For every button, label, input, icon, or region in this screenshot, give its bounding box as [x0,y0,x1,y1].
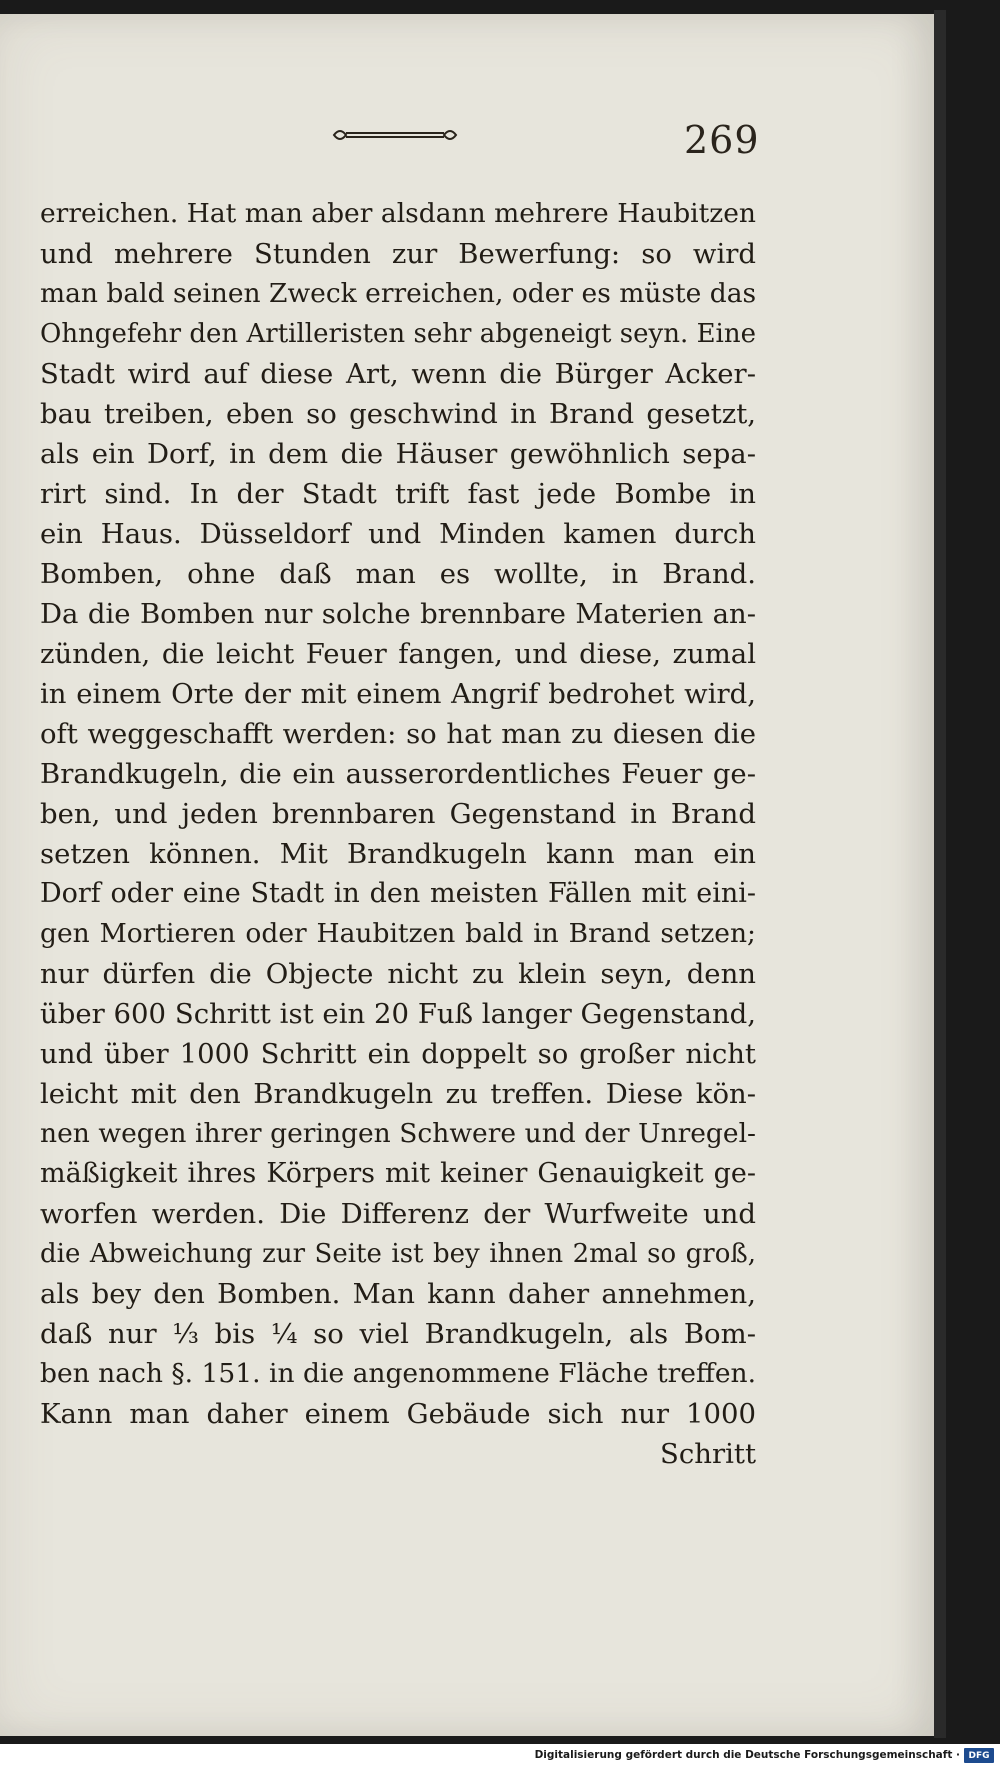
footer-bar [0,1744,1000,1769]
body-text [40,194,756,1474]
text-line: oft weggeschafft werden: so hat man zu diesen die [40,718,756,750]
text-line: und über 1000 Schritt ein doppelt so großer nicht [40,1038,756,1070]
text-line: worfen werden. Die Differenz der Wurfweite und [40,1198,756,1230]
text-line: ein Haus. Düsseldorf und Minden kamen durch [40,518,756,550]
text-line: gen Mortieren oder Haubitzen bald in Brand setzen; [40,918,756,949]
catchword: Schritt [660,1438,756,1470]
page-edge [934,10,946,1738]
text-line: als ein Dorf, in dem die Häuser gewöhnlich sepa- [40,438,756,470]
text-line: Bomben, ohne daß man es wollte, in Brand. [40,558,756,590]
text-line: leicht mit den Brandkugeln zu treffen. Diese kön- [40,1078,756,1110]
text-line: ben nach §. 151. in die angenommene Fläche treffen. [40,1358,756,1389]
text-line: bau treiben, eben so geschwind in Brand gesetzt, [40,398,756,430]
text-line: als bey den Bomben. Man kann daher annehmen, [40,1278,756,1310]
text-line: mäßigkeit ihres Körpers mit keiner Genauigkeit ge- [40,1158,756,1189]
text-line: Dorf oder eine Stadt in den meisten Fällen mit eini- [40,878,756,909]
text-line: Brandkugeln, die ein ausserordentliches Feuer ge- [40,758,756,790]
text-line: die Abweichung zur Seite ist bey ihnen 2mal so groß, [40,1239,756,1269]
dfg-logo: DFG [964,1748,994,1763]
page-number: 269 [684,118,760,162]
text-line: Ohngefehr den Artilleristen sehr abgeneigt seyn. Eine [40,319,756,349]
text-line: man bald seinen Zweck erreichen, oder es müste das [40,278,757,309]
text-line: rirt sind. In der Stadt trift fast jede Bombe in [40,478,756,510]
book-page [0,14,934,1736]
text-line: erreichen. Hat man aber alsdann mehrere Haubitzen [40,198,756,229]
text-line: in einem Orte der mit einem Angrif bedrohet wird, [40,678,756,710]
text-line: Stadt wird auf diese Art, wenn die Bürger Acker- [40,358,756,390]
text-line: nur dürfen die Objecte nicht zu klein seyn, denn [40,958,756,990]
text-line: setzen können. Mit Brandkugeln kann man ein [40,838,756,870]
ornament-rule-icon [330,122,460,148]
funding-credit: Digitalisierung gefördert durch die Deutsche Forschungsgemeinschaft · [534,1749,960,1761]
text-line: Da die Bomben nur solche brennbare Materien an- [40,598,756,630]
text-line: ben, und jeden brennbaren Gegenstand in Brand [40,798,756,830]
text-line: über 600 Schritt ist ein 20 Fuß langer Gegenstand, [40,998,756,1030]
text-line: Kann man daher einem Gebäude sich nur 1000 [40,1398,756,1430]
text-line: zünden, die leicht Feuer fangen, und diese, zumal [40,638,756,670]
text-line: daß nur ⅓ bis ¼ so viel Brandkugeln, als Bom- [40,1318,756,1350]
text-line: nen wegen ihrer geringen Schwere und der Unregel- [40,1118,756,1149]
text-line: und mehrere Stunden zur Bewerfung: so wird [40,238,756,270]
